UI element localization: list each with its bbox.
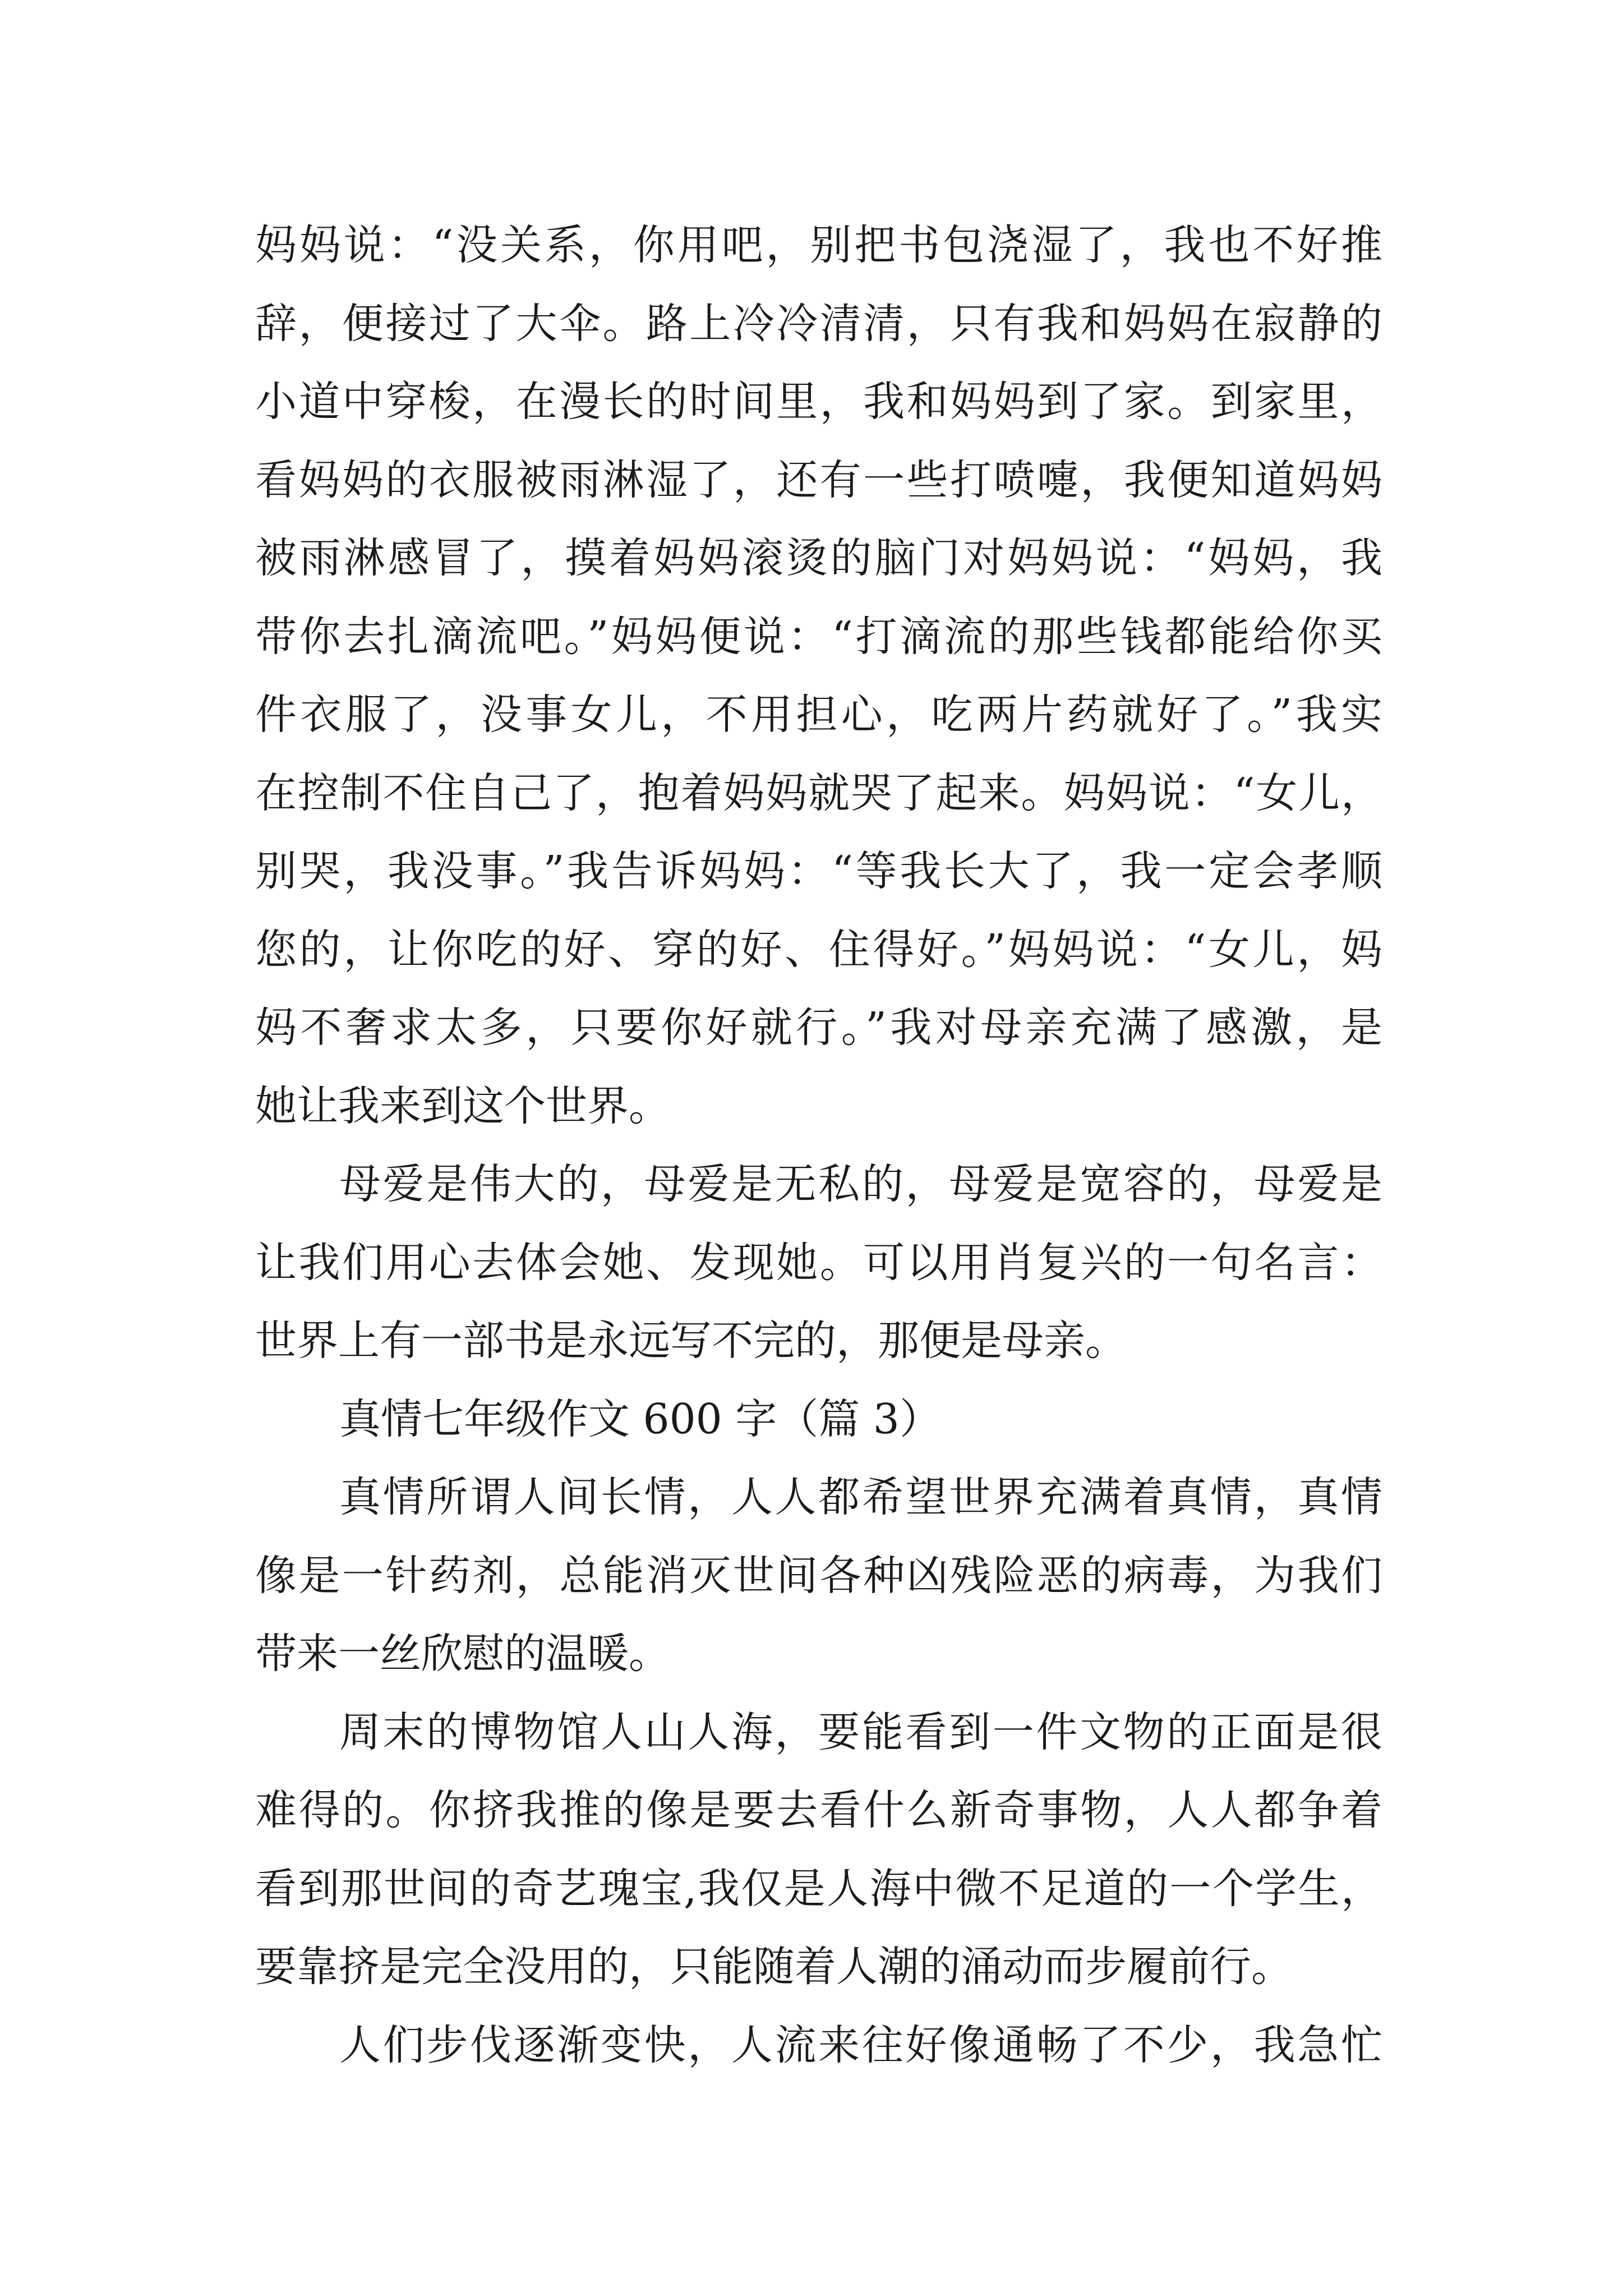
text-line: 看到那世间的奇艺瑰宝,我仅是人海中微不足道的一个学生，: [255, 1864, 1382, 1913]
text-line: 世界上有一部书是永远写不完的，那便是母亲。: [255, 1317, 1127, 1365]
text-line: 妈妈说：“没关系，你用吧，别把书包浇湿了，我也不好推: [255, 221, 1382, 269]
text-line: 母爱是伟大的，母爱是无私的，母爱是宽容的，母爱是: [339, 1160, 1382, 1208]
section-heading: 真情七年级作文 600 字（篇 3）: [339, 1395, 941, 1443]
text-line: 让我们用心去体会她、发现她。可以用肖复兴的一句名言：: [255, 1238, 1382, 1287]
text-line: 您的，让你吃的好、穿的好、住得好。”妈妈说：“女儿，妈: [255, 925, 1382, 974]
text-line: 她让我来到这个世界。: [255, 1082, 670, 1130]
text-line: 周末的博物馆人山人海，要能看到一件文物的正面是很: [339, 1708, 1382, 1756]
text-line: 真情所谓人间长情，人人都希望世界充满着真情，真情: [339, 1473, 1382, 1521]
text-line: 小道中穿梭，在漫长的时间里，我和妈妈到了家。到家里，: [255, 378, 1382, 426]
text-line: 辞，便接过了大伞。路上冷冷清清，只有我和妈妈在寂静的: [255, 299, 1382, 348]
text-line: 要靠挤是完全没用的，只能随着人潮的涌动而步履前行。: [255, 1943, 1293, 1991]
text-line: 看妈妈的衣服被雨淋湿了，还有一些打喷嚏，我便知道妈妈: [255, 455, 1382, 504]
text-line: 别哭，我没事。”我告诉妈妈：“等我长大了，我一定会孝顺: [255, 847, 1382, 895]
text-line: 妈不奢求太多，只要你好就行。”我对母亲充满了感激，是: [255, 1004, 1382, 1052]
text-line: 在控制不住自己了，抱着妈妈就哭了起来。妈妈说：“女儿，: [255, 769, 1382, 817]
text-line: 被雨淋感冒了，摸着妈妈滚烫的脑门对妈妈说：“妈妈，我: [255, 534, 1382, 582]
text-line: 带你去扎滴流吧。”妈妈便说：“打滴流的那些钱都能给你买: [255, 612, 1382, 661]
text-line: 人们步伐逐渐变快，人流来往好像通畅了不少，我急忙: [339, 2021, 1382, 2069]
text-line: 像是一针药剂，总能消灭世间各种凶残险恶的病毒，为我们: [255, 1551, 1382, 1600]
text-line: 带来一丝欣慰的温暖。: [255, 1630, 670, 1678]
text-line: 难得的。你挤我推的像是要去看什么新奇事物，人人都争着: [255, 1786, 1382, 1834]
text-line: 件衣服了，没事女儿，不用担心，吃两片药就好了。”我实: [255, 691, 1382, 739]
document-body: [255, 206, 1382, 2085]
